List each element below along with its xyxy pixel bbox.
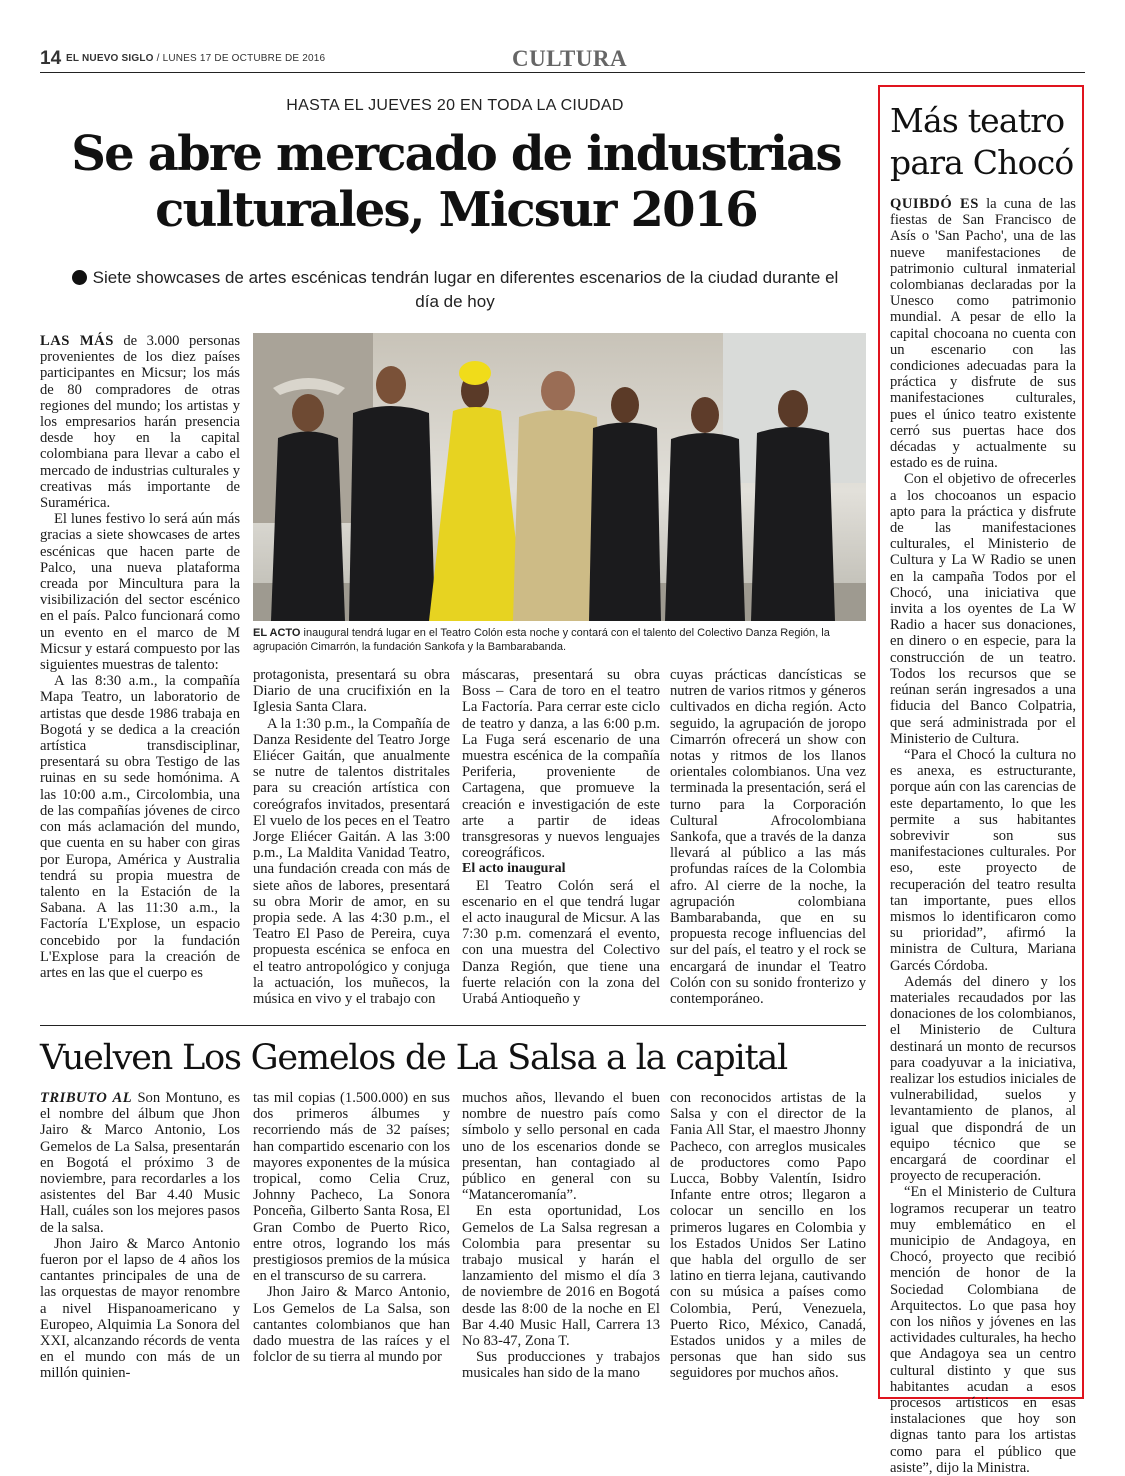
second-column-1 xyxy=(40,1090,240,1400)
article-subhead xyxy=(60,266,850,314)
caption-lead: EL ACTO xyxy=(253,627,301,639)
article-column-2 xyxy=(253,667,450,1023)
paragraph: En esta oportunidad, Los Gemelos de La Salsa regresan a Colombia para presentar su trabajo musical y harán el lanzamiento del mismo el día 3 de noviembre de 2016 en Bogotá desde las 8:00 de la noche en El Bar 4.40 Music Hall, Carrera 13 No 83-47, Zona T. xyxy=(462,1203,660,1350)
paragraph: El Teatro Colón será el escenario en el que tendrá lugar el acto inaugural de Micsur. A las 7:30 p.m. comenzará el evento, con una muestra del Colectivo Danza Región, que tiene una fuerte relación con la zona del Urabá Antioqueño y xyxy=(462,877,660,1008)
paragraph: “Para el Chocó la cultura no es anexa, es estructurante, porque aún con las carencias de este departamento, lo que les permite a sus habitantes sobrevivir son sus manifestaciones culturales. Por eso, este proyecto de recuperación del teatro resulta tan importante, pues ellos mismos lo identificaron como su prioridad”, afirmó la ministra de Cultura, Mariana Garcés Córdoba. xyxy=(890,746,1076,974)
paragraph: A las 8:30 a.m., la compañía Mapa Teatro, un laboratorio de artistas que desde 1986 trabaja en Bogotá y se dedica a la creación artística transdisciplinar, presentará su obra Testigo de las ruinas en su sede homónima. A las 10:00 a.m., Circolombia, una de las compañías jóvenes de circo con más aclamación del mundo, que cuenta en su haber con giras por Europa, América y Australia tendrá su propia muestra de talento en la Estación de la Sabana. A las 11:30 a.m., la Factoría L'Explose, un espacio concebido por la fundación L'Explose para la creación de artes en las que el cuerpo es xyxy=(40,673,240,981)
section-title: CULTURA xyxy=(512,46,628,71)
paragraph: con reconocidos artistas de la Salsa y con el director de la Fania All Star, el maestro Jhonny Pacheco, con arreglos musicales de productores como Papo Lucca, Bobby Valentín, Isidro Infante entre otros; llegaron a colocar un sencillo en los primeros lugares en Colombia y los Estados Unidos Ser Latino que habla del orgullo de ser latino en tierra lejana, cautivando con su música a países como Colombia, Perú, Venezuela, Puerto Rico, México, Canadá, Estados unidos y a miles de personas que han sido sus seguidores por muchos años. xyxy=(670,1090,866,1382)
paragraph: tas mil copias (1.500.000) en sus dos primeros álbumes y recorriendo más de 32 países; han compartido escenario con los mayores exponentes de la música tropical, como Celia Cruz, Johnny Pacheco, La Sonora Ponceña, Gilberto Santa Rosa, El Gran Combo de Puerto Rico, entre otros, logrando los más prestigiosos premios de la música en el transcurso de su carrera. xyxy=(253,1090,450,1285)
article-column-3 xyxy=(462,667,660,1023)
paragraph: máscaras, presentará su obra Boss – Cara de toro en el teatro La Factoría. Para cerrar este ciclo de teatro y danza, a las 6:00 p.m. La Fuga será escenario de una muestra escénica de la compañía Periferia, proveniente de Cartagena, que promueve la creación e investigación de este arte a partir de ideas transgresoras y nuevos lenguajes coreográficos. xyxy=(462,667,660,862)
publication-info xyxy=(66,53,325,64)
paragraph: LAS MÁS de 3.000 personas provenientes de los diez países participantes en Micsur; los más de 80 compradores de otras regiones del mundo; los artistas y los empresarios harán presencia desde hoy en la capital colombiana para llevar a cabo el mercado de industrias culturales y creativas más importante de Suramérica. xyxy=(40,333,241,512)
article-kicker: HASTA EL JUEVES 20 EN TODA LA CIUDAD xyxy=(286,97,624,114)
paragraph: muchos años, llevando el buen nombre de nuestro país como símbolo y sello personal en cada uno de los escenarios donde se presentan, han contagiado al público en general con su “Matanceromanía”. xyxy=(462,1090,660,1204)
sidebar-title: Más teatro para Chocó xyxy=(890,101,1074,182)
lead-in: QUIBDÓ ES xyxy=(890,196,979,212)
paragraph: TRIBUTO AL Son Montuno, es el nombre del álbum que Jhon Jairo & Marco Antonio, Los Gemelos de La Salsa, presentarán en Bogotá el próximo 3 de noviembre, para recordarles a los asistentes del Bar 4.40 Music Hall, cuáles son los mejores pasos de la salsa. xyxy=(40,1090,240,1236)
page-header xyxy=(40,46,1085,73)
photo-caption: EL ACTO inaugural tendrá lugar en el Teatro Colón esta noche y contará con el talento del Colectivo Danza Región, la agrupación Cimarrón, la fundación Sankofa y la Bambarabanda. xyxy=(253,627,830,653)
subhead-text: Siete showcases de artes escénicas tendrán lugar en diferentes escenarios de la ciudad durante el día de hoy xyxy=(92,268,839,311)
article-headline: Se abre mercado de industrias culturales, Micsur 2016 xyxy=(71,126,841,238)
paragraph: Con el objetivo de ofrecerles a los chocoanos un espacio apto para la práctica y disfrute de las manifestaciones culturales, el Ministerio de Cultura y La W Radio se unen en la campaña Todos por el Chocó, una iniciativa que invita a los oyentes de La W Radio a hacer sus donaciones, en dinero o en especie, para la construcción de un teatro. Todos los recursos que se reúnan serán ingresados a una fiducia del Banco Colpatria, que será administrada por el Ministerio de Cultura. xyxy=(890,471,1076,747)
lead-in: LAS MÁS xyxy=(40,333,114,349)
sidebar-body xyxy=(890,196,1076,1476)
paragraph: Jhon Jairo & Marco Antonio, Los Gemelos de La Salsa, son cantantes colombianos que han dado muestra de las raíces y el folclor de su tierra al mundo por xyxy=(253,1284,450,1366)
bullet-icon xyxy=(72,270,87,285)
publication-date: / LUNES 17 DE OCTUBRE DE 2016 xyxy=(153,53,326,64)
section-divider xyxy=(40,1025,866,1026)
photo-illustration xyxy=(253,333,866,621)
paragraph: Sus producciones y trabajos musicales han sido de la mano xyxy=(462,1349,660,1382)
lead-in: TRIBUTO AL xyxy=(40,1090,133,1106)
publication-name: EL NUEVO SIGLO xyxy=(66,53,154,64)
paragraph: El lunes festivo lo será aún más gracias a siete showcases de artes escénicas que hacen parte de Palco, una nueva plataforma creada por Mincultura para la visibilización del sector escénico en el país. Palco funcionará como un evento en el marco de M Micsur y estará compuesto por las siguientes muestras de talento: xyxy=(40,511,240,674)
article-column-1 xyxy=(40,333,240,1023)
paragraph: A la 1:30 p.m., la Compañía de Danza Residente del Teatro Jorge Eliécer Gaitán, que anualmente se nutre de talentos distritales para su creación artística con coreógrafos invitados, presentará El vuelo de los peces en el Teatro Jorge Eliécer Gaitán. A las 3:00 p.m., La Maldita Vanidad Teatro, una fundación creada con más de siete años de labores, presentará su obra Morir de amor, en su propia sede. A las 4:30 p.m., el Teatro El Paso de Pereira, cuya propuesta escénica se enfoca en el teatro antropológico y conjuga la actuación, los muñecos, la música en vivo y el trabajo con xyxy=(253,715,450,1008)
paragraph: QUIBDÓ ES la cuna de las fiestas de San Francisco de Asís o 'San Pacho', una de las nueve manifestaciones de patrimonio cultural inmaterial colombianas declaradas por la Unesco como patrimonio mundial. A pesar de ello la capital chocoana no cuenta con un escenario con las condiciones adecuadas para la práctica y disfrute de sus manifestaciones culturales, pues el único teatro existente cerró sus puertas hace dos décadas y actualmente su estado es de ruina. xyxy=(890,196,1076,472)
paragraph: protagonista, presentará su obra Diario de una crucifixión en la Iglesia Santa Clara. xyxy=(253,667,450,716)
second-column-2 xyxy=(253,1090,450,1400)
article-column-4 xyxy=(670,667,866,1023)
paragraph: Jhon Jairo & Marco Antonio fueron por el lapso de 4 años los cantantes principales de una de las orquestas de mayor renombre a nivel Hispanoamericano y Europeo, Alquimia La Sonora del XXI, alcanzando récords de venta en el mundo con más de un millón quinien- xyxy=(40,1235,240,1382)
page-number: 14 xyxy=(40,48,62,69)
section-subtitle: El acto inaugural xyxy=(462,861,566,877)
paragraph: “En el Ministerio de Cultura logramos recuperar un teatro muy emblemático en el municipio de Andagoya, en Chocó, proyecto que recibió mención de honor de la Sociedad Colombiana de Arquitectos. Lo que pasa hoy con los niños y jóvenes en las actividades culturales, ha hecho que Andagoya sea un centro cultural distinto y que sus habitantes acudan a esos procesos artísticos en esas instalaciones que hoy son dignas tanto para los artistas como para el público que asiste”, dijo la Ministra. xyxy=(890,1184,1076,1476)
paragraph: Además del dinero y los materiales recaudados por las donaciones de los colombianos, el Ministerio de Cultura destinará un monto de recursos para coadyuvar a la iniciativa, realizar los estudios iniciales de vulnerabilidad, suelos y levantamiento de planos, al igual que dispondrá de un equipo técnico que se encargará de coordinar el proyecto de recuperación. xyxy=(890,973,1076,1185)
paragraph: cuyas prácticas dancísticas se nutren de varios ritmos y géneros cultivados en dicha región. Acto seguido, la agrupación de joropo Cimarrón ofrecerá un show con notas y ritmos de los llanos orientales colombianos. Una vez terminada la presentación, será el turno para la Corporación Cultural Afrocolombiana Sankofa, que a través de la danza llevará al público a las más profundas raíces de la Colombia afro. Al cierre de la noche, la agrupación colombiana Bambarabanda, que en su propuesta recoge influencias del sur del país, el teatro y el rock se encargará de inundar el Teatro Colón con su sonido fronterizo y contemporáneo. xyxy=(670,667,866,1008)
second-column-4 xyxy=(670,1090,866,1400)
second-headline: Vuelven Los Gemelos de La Salsa a la capital xyxy=(40,1038,788,1078)
second-column-3 xyxy=(462,1090,660,1400)
article-photo xyxy=(253,333,866,621)
